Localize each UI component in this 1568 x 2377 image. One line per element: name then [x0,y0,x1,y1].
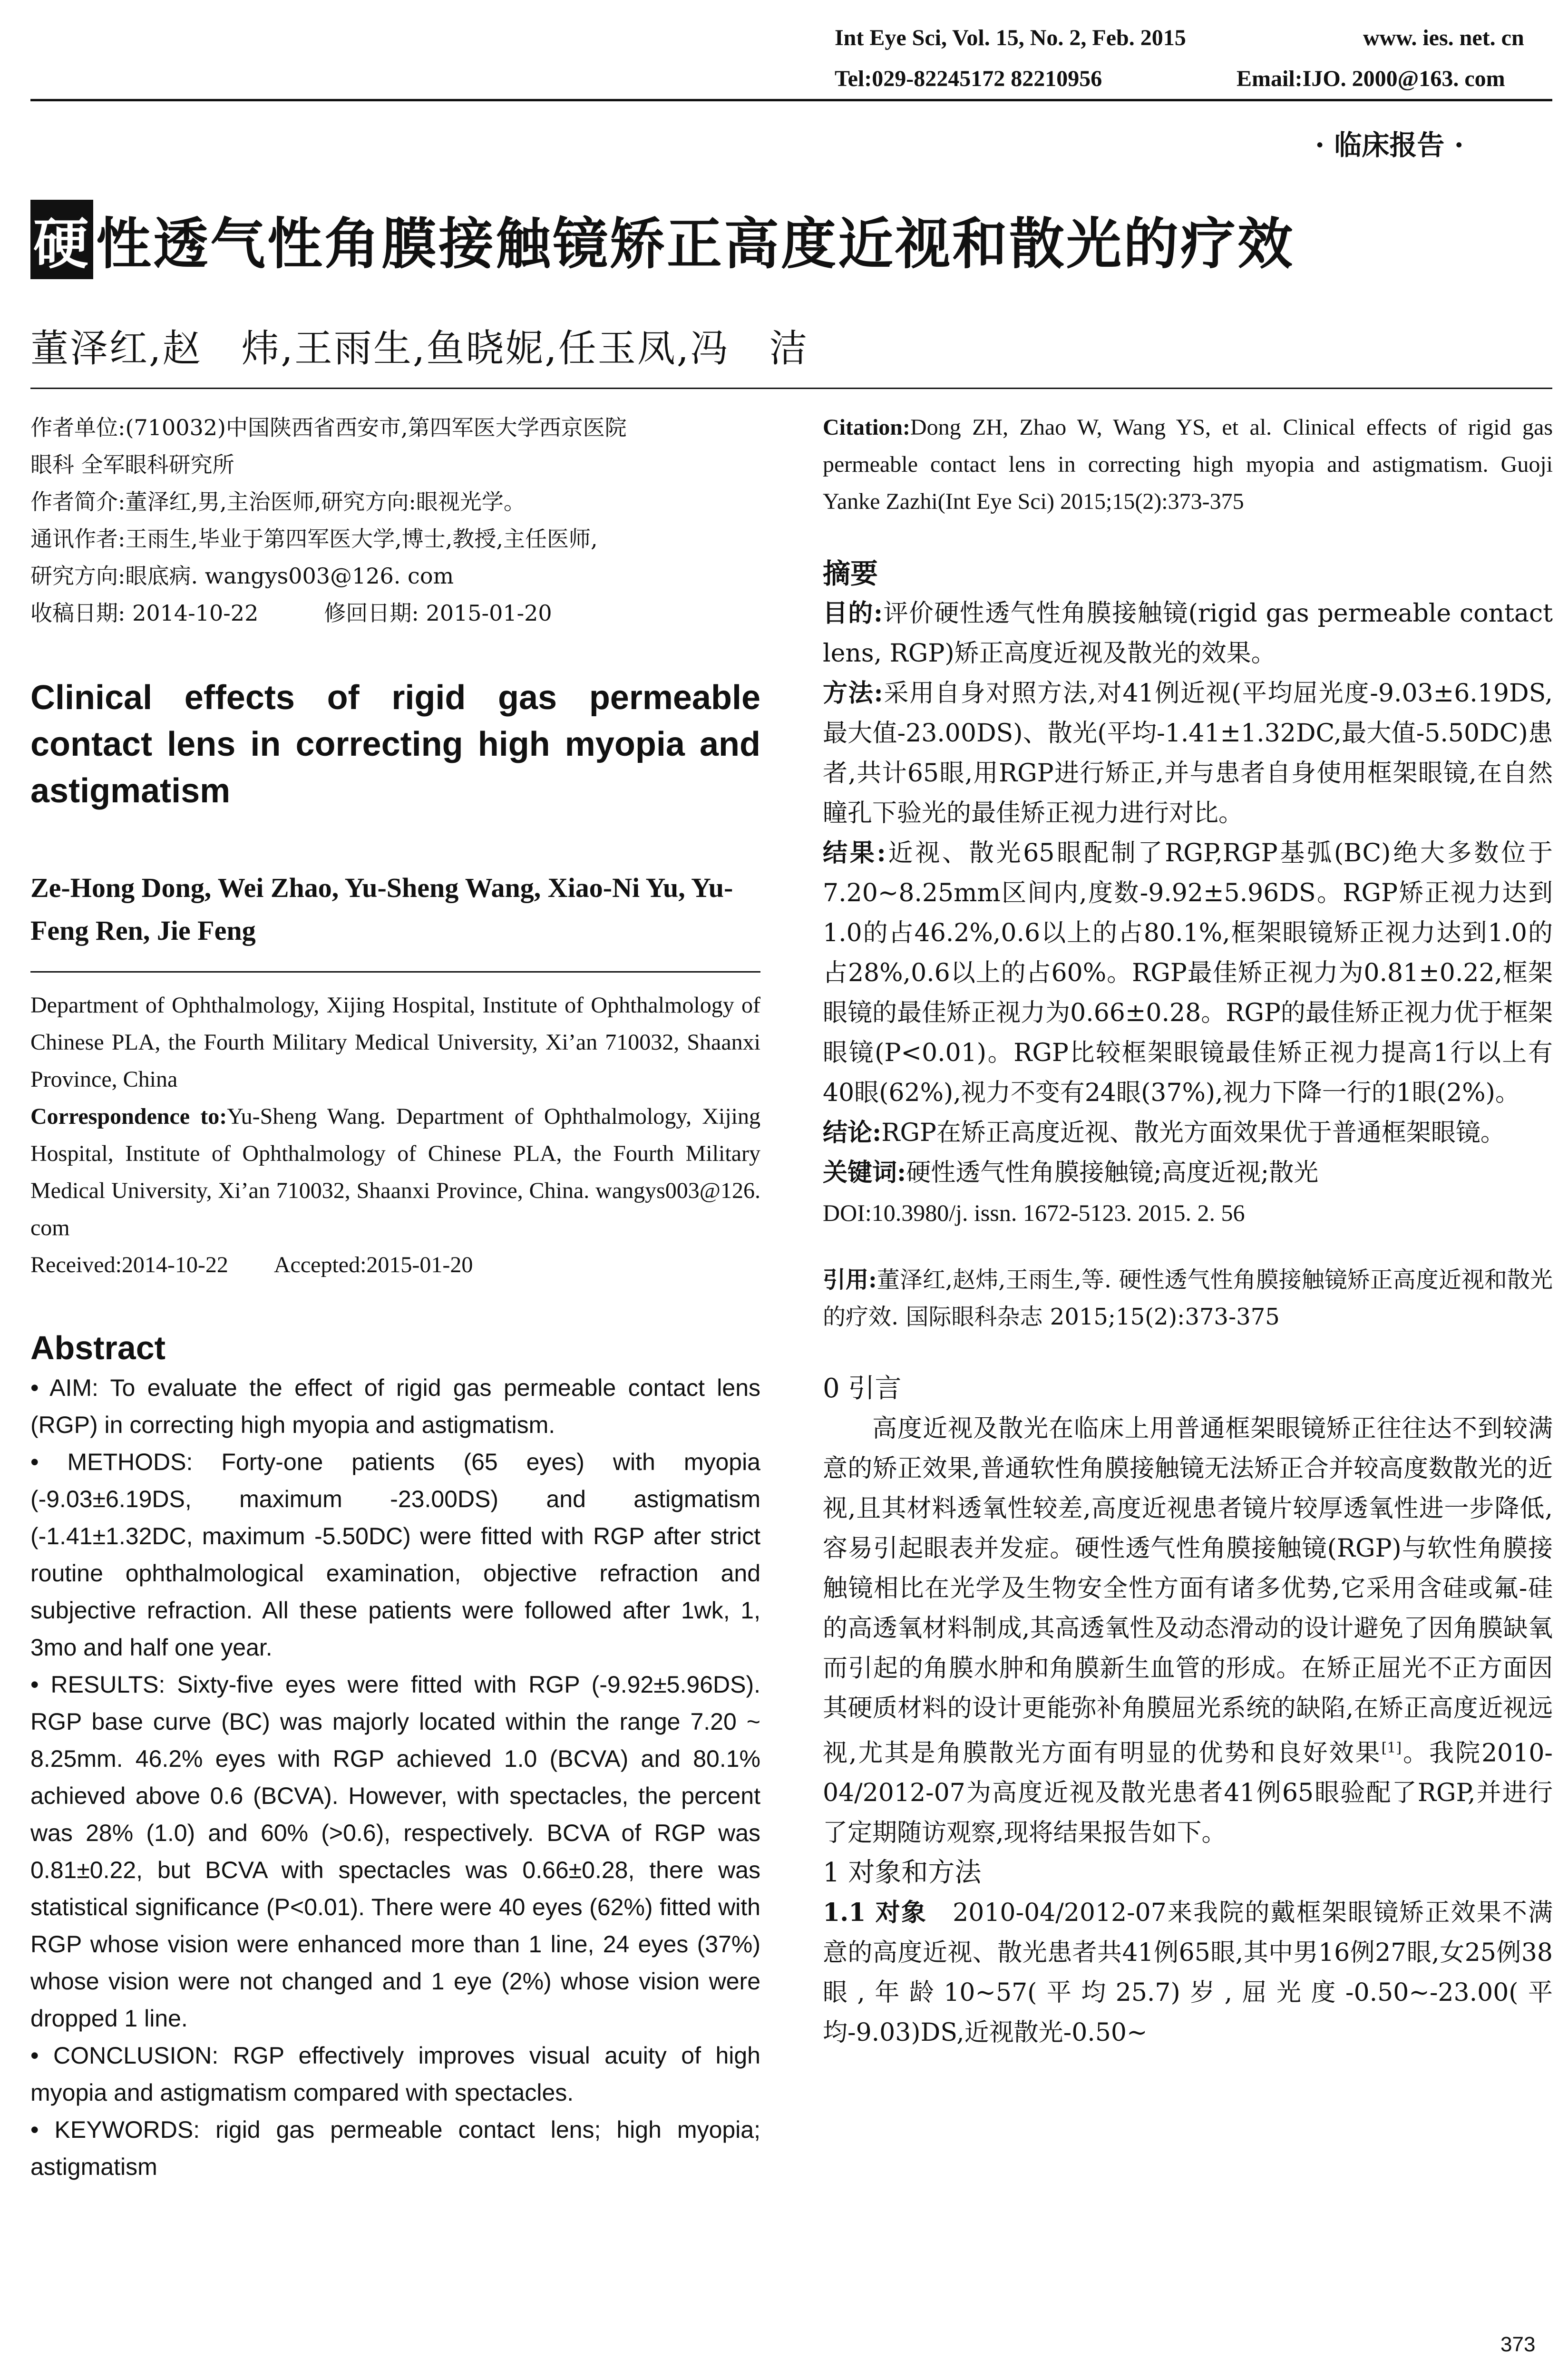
section-1-heading: 1 对象和方法 [823,1857,982,1889]
zh-abs-label: 关键词: [823,1158,906,1187]
english-authors: Ze-Hong Dong, Wei Zhao, Yu-Sheng Wang, Xiao-Ni Yu, Yu-Feng Ren, Jie Feng [30,872,733,946]
english-title: Clinical effects of rigid gas permeable contact lens in correcting high myopia and astigmatism [30,679,760,810]
section-1-1-text: 2010-04/2012-07来我院的戴框架眼镜矫正效果不满意的高度近视、散光患者共41例65眼,其中男16例27眼,女25例38眼,年龄10~57(平均25.7)岁,屈光度-0.50~-23.00(平均-9.03)DS,近视散光-0.50~ [823,1899,1553,2047]
zh-abs-text: 硬性透气性角膜接触镜;高度近视;散光 [906,1159,1319,1187]
citation-en [823,409,1553,520]
header-rule [30,99,1552,101]
section-1-1-paragraph [823,1893,1553,2053]
zh-abs-label: 结果: [823,838,886,867]
zh-abs-results [823,833,1553,1113]
page-title [30,200,1295,279]
zh-abs-text: 采用自身对照方法,对41例近视(平均屈光度-9.03±6.19DS,最大值-23.00DS)、散光(平均-1.41±1.32DC,最大值-5.50DC)患者,共计65眼,用RGP进行矫正,并与患者自身使用框架眼镜,在自然瞳孔下验光的最佳矫正视力进行对比。 [823,679,1553,828]
dates-cn: 收稿日期: 2014-10-22 修回日期: 2015-01-20 [30,600,552,626]
zh-abstract-heading: 摘要 [823,557,878,590]
correspondence-label: Correspondence to: [30,1104,227,1129]
zh-abs-label: 目的: [823,599,883,628]
reference-marker: [1] [1381,1740,1402,1756]
citation-label: Citation: [823,415,910,440]
journal-citation-header: Int Eye Sci, Vol. 15, No. 2, Feb. 2015 [835,25,1186,50]
abstract-aim: • AIM: To evaluate the effect of rigid gas permeable contact lens (RGP) in correcting high myopia and astigmatism. [30,1374,760,1438]
department-en: Department of Ophthalmology, Xijing Hospital, Institute of Ophthalmology of Chinese PLA, the Fourth Military Medical University, Xi’an 710032, Shaanxi Province, China [30,993,760,1092]
zh-abs-text: RGP在矫正高度近视、散光方面效果优于普通框架眼镜。 [881,1119,1505,1147]
citation-text: Dong ZH, Zhao W, Wang YS, et al. Clinical effects of rigid gas permeable contact lens in correcting high myopia and astigmatism. Guoji Yanke Zazhi(Int Eye Sci) 2015;15(2):373-375 [823,415,1553,514]
abstract-heading: Abstract [30,1329,166,1366]
abstract-en [30,1369,760,2185]
section-0-paragraph [823,1409,1553,1853]
doi: DOI:10.3980/j. issn. 1672-5123. 2015. 2. 56 [823,1199,1245,1226]
title-boxed-char: 硬 [30,200,93,279]
section-0-text-end: 。我院2010-04/2012-07为高度近视及散光患者41例65眼验配了RGP,并进行了定期随访观察,现将结果报告如下。 [823,1739,1553,1848]
corresponding-line: 研究方向:眼底病. wangys003@126. com [30,563,454,589]
right-column [823,409,1553,2053]
authors-cn: 董泽红,赵 炜,王雨生,鱼晓妮,任玉凤,冯 洁 [30,326,809,370]
zh-abs-keywords [823,1153,1553,1193]
zh-abs-methods [823,673,1553,833]
zh-abs-conclusion [823,1113,1553,1153]
section-tag: · 临床报告 · [1315,129,1464,161]
received-accepted: Received:2014-10-22 Accepted:2015-01-20 [30,1252,473,1277]
citation-cn-label: 引用: [823,1266,877,1293]
section-1-1-label: 1.1 对象 [823,1898,927,1928]
journal-tel: Tel:029-82245172 82210956 [835,66,1102,91]
section-0-text: 高度近视及散光在临床上用普通框架眼镜矫正往往达不到较满意的矫正效果,普通软性角膜接触镜无法矫正合并较高度数散光的近视,且其材料透氧性较差,高度近视患者镜片较厚透氧性进一步降低,容易引起眼表并发症。硬性透气性角膜接触镜(RGP)与软性角膜接触镜相比在光学及生物安全性方面有诸多优势,它采用含硅或氟-硅的高透氧材料制成,其高透氧性及动态滑动的设计避免了因角膜缺氧而引起的角膜水肿和角膜新生血管的形成。在矫正屈光不正方面因其硬质材料的设计更能弥补角膜屈光系统的缺陷,在矫正高度近视远视,尤其是角膜散光方面有明显的优势和良好效果 [823,1414,1553,1768]
abstract-results: • RESULTS: Sixty-five eyes were fitted with RGP (-9.92±5.96DS). RGP base curve (BC) was majorly located within the range 7.20 ~ 8.25mm. 46.2% eyes with RGP achieved 1.0 (BCVA) and 80.1% achieved above 0.6 (BCVA). However, with spectacles, the percent was 28% (1.0) and 60% (>0.6), respectively. BCVA of RGP was 0.81±0.22, but BCVA with spectacles was 0.66±0.28, there was statistical significance (P<0.01). There were 40 eyes (62%) fitted with RGP whose vision were enhanced more than 1 line, 24 eyes (37%) whose vision were not changed and 1 eye (2%) whose vision were dropped 1 line. [30,1671,760,2032]
author-bio-line: 作者简介:董泽红,男,主治医师,研究方向:眼视光学。 [30,489,526,515]
zh-abs-label: 方法: [823,679,883,708]
zh-abs-text: 近视、散光65眼配制了RGP,RGP基弧(BC)绝大多数位于7.20~8.25mm区间内,度数-9.92±5.96DS。RGP矫正视力达到1.0的占46.2%,0.6以上的占80.1%,框架眼镜矫正视力达到1.0的占28%,0.6以上的占60%。RGP最佳矫正视力为0.81±0.22,框架眼镜的最佳矫正视力为0.66±0.28。RGP的最佳矫正视力优于框架眼镜(P<0.01)。RGP比较框架眼镜最佳矫正视力提高1行以上有40眼(62%),视力不变有24眼(37%),视力下降一行的1眼(2%)。 [823,839,1553,1107]
corresponding-line: 通讯作者:王雨生,毕业于第四军医大学,博士,教授,主任医师, [30,526,598,552]
correspondence-en [30,1098,760,1247]
zh-abs-text: 评价硬性透气性角膜接触镜(rigid gas permeable contact lens, RGP)矫正高度近视及散光的效果。 [823,599,1553,668]
left-column [30,409,760,2185]
citation-cn [823,1261,1553,1335]
affil-line: 眼科 全军眼科研究所 [30,452,234,477]
title-text: 性透气性角膜接触镜矫正高度近视和散光的疗效 [96,212,1295,276]
affiliation-cn [30,409,760,632]
page-number: 373 [1500,2333,1536,2356]
citation-cn-text: 董泽红,赵炜,王雨生,等. 硬性透气性角膜接触镜矫正高度近视和散光的疗效. 国际眼科杂志 2015;15(2):373-375 [823,1266,1553,1330]
correspondence-text: Yu-Sheng Wang. Department of Ophthalmology, Xijing Hospital, Institute of Ophthalmology of Chinese PLA, the Fourth Military Medical University, Xi’an 710032, Shaanxi Province, China. wangys003@126. com [30,1104,760,1240]
zh-abstract [823,594,1553,1233]
abstract-keywords: • KEYWORDS: rigid gas permeable contact lens; high myopia; astigmatism [30,2116,760,2180]
section-0-heading: 0 引言 [823,1373,902,1404]
affil-line: 作者单位:(710032)中国陕西省西安市,第四军医大学西京医院 [30,415,627,440]
abstract-methods: • METHODS: Forty-one patients (65 eyes) with myopia (-9.03±6.19DS, maximum -23.00DS) and astigmatism (-1.41±1.32DC, maximum -5.50DC) were fitted with RGP after strict routine ophthalmological examination, objective refraction and subjective refraction. All these patients were followed after 1wk, 1, 3mo and half one year. [30,1449,760,1661]
journal-email: Email:IJO. 2000@163. com [1237,66,1505,91]
authors-rule [30,388,1552,389]
abstract-conclusion: • CONCLUSION: RGP effectively improves visual acuity of high myopia and astigmatism compared with spectacles. [30,2042,760,2106]
journal-website: www. ies. net. cn [1363,25,1524,50]
section-0-body [823,1409,1553,1853]
english-authors-rule [30,971,760,973]
section-1-1 [823,1893,1553,2053]
zh-abs-label: 结论: [823,1118,882,1147]
zh-abs-objective [823,594,1553,673]
